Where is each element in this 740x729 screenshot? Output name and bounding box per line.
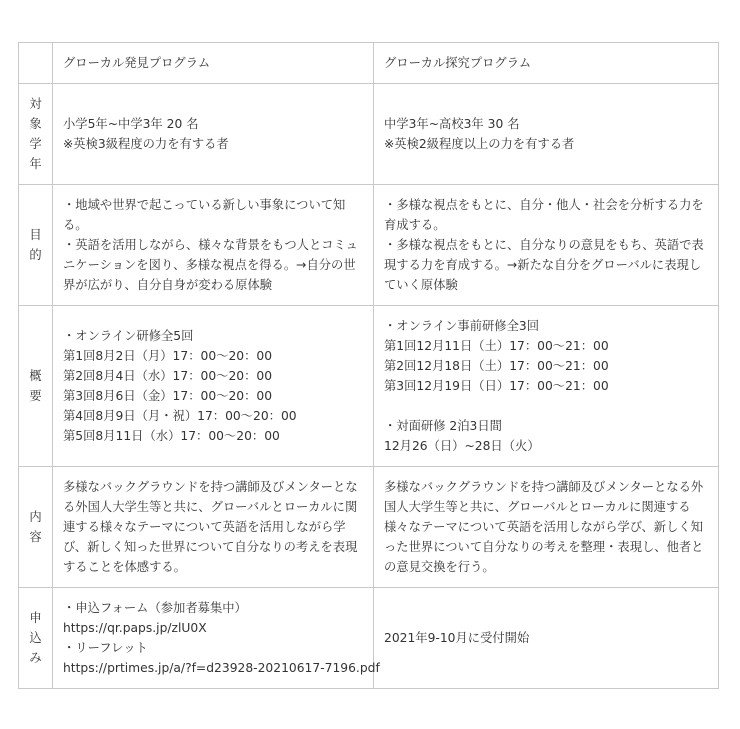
overview-label: 概要 (29, 369, 42, 403)
purpose-inquiry-cell (374, 185, 719, 306)
program-comparison-table (18, 42, 719, 689)
overview-inquiry-offline-line-1: ・対面研修 2泊3日間 (384, 419, 502, 433)
target-discovery-line-2: ※英検3級程度の力を有する者 (63, 137, 229, 151)
overview-discovery-cell (53, 306, 374, 467)
target-row (19, 84, 719, 185)
apply-discovery-cell (53, 588, 380, 689)
overview-discovery-line-5: 第4回8月9日（月・祝）17：00〜20：00 (63, 409, 297, 423)
overview-discovery-line-1: ・オンライン研修全5回 (63, 329, 194, 343)
content-discovery-cell (53, 467, 374, 588)
content-inquiry-cell (374, 467, 719, 588)
apply-form-url[interactable]: https://qr.paps.jp/zlU0X (63, 621, 207, 635)
purpose-discovery-cell (53, 185, 374, 306)
overview-discovery-line-3: 第2回8月4日（水）17：00〜20：00 (63, 369, 273, 383)
target-inquiry-cell (374, 84, 719, 185)
overview-label-cell (19, 306, 53, 467)
target-discovery-line-1: 小学5年~中学3年 20 名 (63, 117, 199, 131)
apply-label: 申込み (29, 611, 42, 665)
header-discovery-program: グローカル発見プログラム (53, 43, 374, 84)
apply-leaflet-url[interactable]: https://prtimes.jp/a/?f=d23928-20210617-7196.pdf (63, 661, 380, 675)
overview-inquiry-offline-line-2: 12月26（日）~28日（火） (384, 439, 540, 453)
overview-row (19, 306, 719, 467)
overview-inquiry-online-line-2: 第1回12月11日（土）17：00〜21：00 (384, 339, 609, 353)
content-row (19, 467, 719, 588)
target-inquiry-line-1: 中学3年~高校3年 30 名 (384, 117, 520, 131)
content-discovery-text: 多様なバックグラウンドを持つ講師及びメンターとなる外国人大学生等と共に、グローバルとローカルに関連する様々なテーマについて英語を活用しながら学び、新しく知った世界について自分なりの考えを表現することを体感する。 (63, 480, 358, 574)
apply-row (19, 588, 719, 689)
apply-inquiry-text: 2021年9-10月に受付開始 (384, 631, 530, 645)
content-label: 内容 (29, 510, 42, 544)
overview-inquiry-spacer (384, 396, 708, 416)
apply-label-cell (19, 588, 53, 689)
header-inquiry-program: グローカル探究プログラム (374, 43, 719, 84)
overview-inquiry-online-line-1: ・オンライン事前研修全3回 (384, 319, 540, 333)
target-discovery-cell (53, 84, 374, 185)
apply-form-label: ・申込フォーム（参加者募集中） (63, 601, 247, 615)
overview-inquiry-online-line-3: 第2回12月18日（土）17：00〜21：00 (384, 359, 609, 373)
purpose-inquiry-text: ・多様な視点をもとに、自分・他人・社会を分析する力を育成する。 ・多様な視点をもとに、自分なりの意見をもち、英語で表現する力を育成する。→新たな自分をグローバルに表現していく原体験 (384, 198, 704, 292)
header-corner-cell (19, 43, 53, 84)
content-inquiry-text: 多様なバックグラウンドを持つ講師及びメンターとなる外国人大学生等と共に、グローバルとローカルに関連する様々なテーマについて英語を活用しながら学び、新しく知った世界について自分なりの考えを整理・表現し、他者との意見交換を行う。 (384, 480, 704, 574)
target-label-cell (19, 84, 53, 185)
purpose-discovery-text: ・地域や世界で起こっている新しい事象について知る。 ・英語を活用しながら、様々な背景をもつ人とコミュニケーションを図り、多様な視点を得る。→自分の世界が広がり、自分自身が変わる原体験 (63, 198, 358, 292)
overview-discovery-line-4: 第3回8月6日（金）17：00〜20：00 (63, 389, 273, 403)
overview-discovery-line-2: 第1回8月2日（月）17：00〜20：00 (63, 349, 273, 363)
purpose-row (19, 185, 719, 306)
header-row (19, 43, 719, 84)
content-label-cell (19, 467, 53, 588)
target-inquiry-line-2: ※英検2級程度以上の力を有する者 (384, 137, 575, 151)
purpose-label-cell (19, 185, 53, 306)
purpose-label: 目的 (29, 228, 42, 262)
overview-discovery-line-6: 第5回8月11日（水）17：00〜20：00 (63, 429, 280, 443)
target-label: 対象学年 (29, 97, 42, 171)
overview-inquiry-cell (374, 306, 719, 467)
apply-inquiry-cell (374, 588, 719, 689)
overview-inquiry-online-line-4: 第3回12月19日（日）17：00〜21：00 (384, 379, 609, 393)
apply-leaflet-label: ・リーフレット (63, 641, 148, 655)
